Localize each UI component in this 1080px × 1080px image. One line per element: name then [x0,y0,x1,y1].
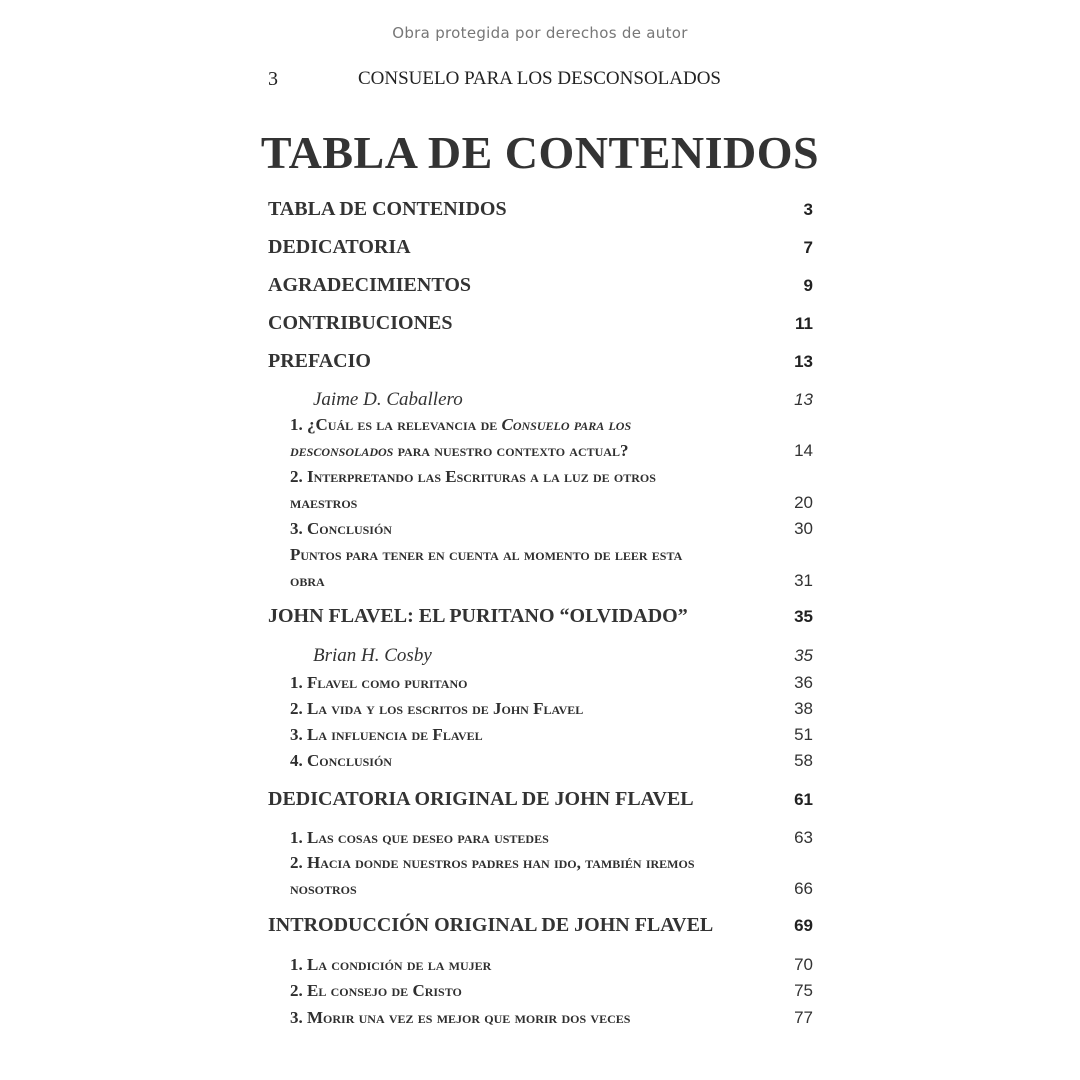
toc-subentry-label: nosotros [290,879,357,898]
toc-entry-page: 9 [803,276,813,295]
toc-entry-label: DEDICATORIA ORIGINAL DE JOHN FLAVEL [268,788,694,810]
toc-subentry-label: 4. Conclusión [290,751,392,770]
toc-entry-page: 13 [794,352,813,371]
toc-entry-page: 58 [794,751,813,770]
page-title: TABLA DE CONTENIDOS [260,127,820,178]
toc-entry-label: TABLA DE CONTENIDOS [268,198,507,220]
toc-subentry-label: 1. La condición de la mujer [290,955,492,974]
toc-author-name: Jaime D. Caballero [313,389,463,410]
page-number: 3 [268,68,278,90]
toc-entry-page: 13 [794,390,813,409]
toc-entry-page: 14 [794,441,813,460]
toc-subentry-label: 2. Hacia donde nuestros padres han ido, también iremos [290,853,695,872]
toc-entry-label: INTRODUCCIÓN ORIGINAL DE JOHN FLAVEL [268,914,714,936]
toc-entry-page: 11 [795,314,813,333]
toc-subentry-label: Puntos para tener en cuenta al momento de leer esta [290,545,683,564]
toc-entry-page: 69 [794,916,813,935]
toc-subentry-label: 2. La vida y los escritos de John Flavel [290,699,584,718]
toc-subentry-label: 1. Flavel como puritano [290,673,468,692]
toc-entry-page: 31 [794,571,813,590]
toc-entry-page: 70 [794,955,813,974]
toc-subentry-label: 3. Morir una vez es mejor que morir dos veces [290,1008,631,1027]
toc-subentry-label: obra [290,571,325,590]
toc-entry-page: 20 [794,493,813,512]
toc-subentry-label: maestros [290,493,358,512]
book-title: CONSUELO PARA LOS DESCONSOLADOS [358,68,722,89]
copyright-notice: Obra protegida por derechos de autor [392,24,688,42]
toc-entry-page: 77 [794,1008,813,1027]
toc-entry-page: 75 [794,981,813,1000]
toc-entry-label: JOHN FLAVEL: EL PURITANO “OLVIDADO” [268,605,688,627]
toc-entry-label: CONTRIBUCIONES [268,312,453,334]
toc-entry-page: 7 [803,238,813,257]
toc-entry-page: 63 [794,828,813,847]
toc-entry-page: 35 [794,607,813,626]
toc-entry-label: PREFACIO [268,350,371,372]
toc-entry-page: 35 [794,646,813,665]
toc-entry-page: 38 [794,699,813,718]
toc-entry-page: 61 [794,790,813,809]
toc-entry-page: 36 [794,673,813,692]
toc-entry-label: DEDICATORIA [268,236,411,258]
toc-subentry-label: 3. La influencia de Flavel [290,725,483,744]
toc-subentry-label: 1. Las cosas que deseo para ustedes [290,828,549,847]
toc-author-name: Brian H. Cosby [313,645,432,666]
toc-subentry-label: 3. Conclusión [290,519,392,538]
toc-subentry-label: 2. Interpretando las Escrituras a la luz de otros [290,467,656,486]
toc-entry-page: 51 [794,725,813,744]
toc-subentry-label: desconsolados para nuestro contexto actual? [290,441,629,460]
toc-subentry-label: 2. El consejo de Cristo [290,981,462,1000]
toc-entry-page: 30 [794,519,813,538]
toc-subentry-label: 1. ¿Cuál es la relevancia de Consuelo para los [290,415,632,434]
toc-entry-label: AGRADECIMIENTOS [268,274,471,296]
toc-entry-page: 3 [803,200,813,219]
toc-entry-page: 66 [794,879,813,898]
